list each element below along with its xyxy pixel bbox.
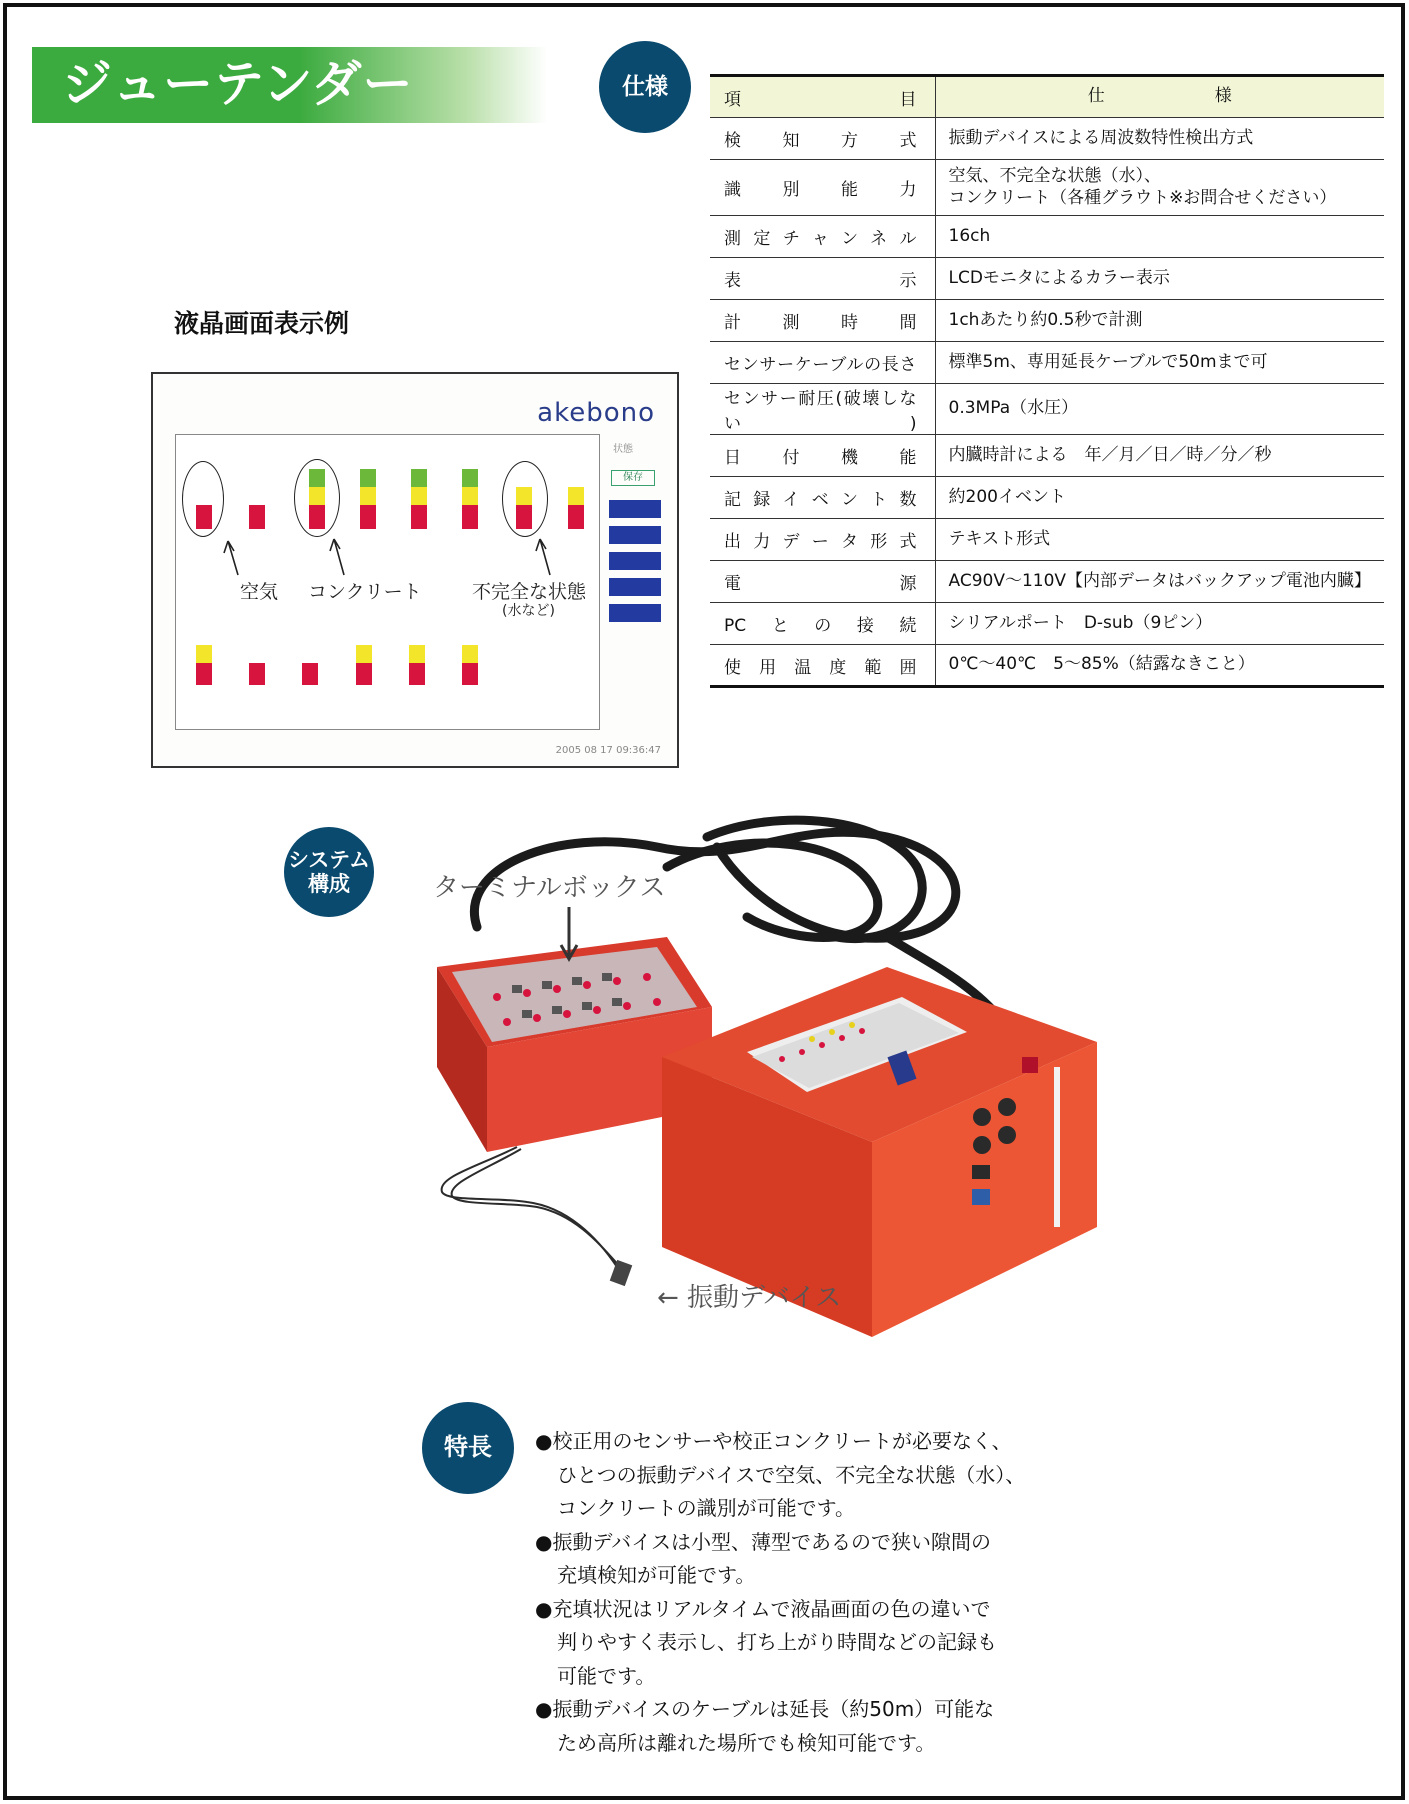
akebono-logo: akebono: [537, 398, 655, 428]
spec-item: 日付機能: [710, 435, 935, 477]
spec-item: 検知方式: [710, 118, 935, 160]
lcd-side-button: [609, 604, 661, 622]
spec-value: 0℃～40℃ 5～85%（結露なきこと）: [948, 654, 1255, 675]
feature-line: ●校正用のセンサーや校正コンクリートが必要なく、: [535, 1429, 1012, 1453]
system-badge-line: 構成: [308, 872, 350, 896]
spec-row: [710, 118, 1384, 160]
spec-row: [710, 342, 1384, 384]
spec-value: 標準5m、専用延長ケーブルで50mまで可: [948, 351, 1268, 372]
title-banner: [32, 47, 547, 123]
spec-value: 16ch: [948, 225, 991, 246]
feature-line: ●振動デバイスは小型、薄型であるので狭い隙間の: [535, 1529, 992, 1554]
spec-value: LCDモニタによるカラー表示: [948, 267, 1170, 288]
spec-item: 出力データ形式: [710, 519, 935, 561]
spec-value: 振動デバイスによる周波数特性検出方式: [948, 127, 1254, 148]
spec-row: [710, 300, 1384, 342]
spec-header-item: 項目: [710, 76, 935, 118]
spec-row: [710, 384, 1384, 435]
label-incomplete: 不完全な状態: [472, 581, 587, 603]
lcd-save-button: 保存: [611, 470, 655, 486]
feature-line: 判りやすく表示し、打ち上がり時間などの記録も: [557, 1630, 997, 1654]
channel-bar: [356, 645, 372, 685]
lcd-side-button: [609, 578, 661, 596]
spec-item: 測定チャンネル: [710, 216, 935, 258]
spec-item: センサーケーブルの長さ: [710, 342, 935, 384]
feature-line: ●充填状況はリアルタイムで液晶画面の色の違いで: [535, 1596, 991, 1621]
spec-row: [710, 645, 1384, 687]
spec-row: [710, 216, 1384, 258]
spec-row: [710, 160, 1384, 216]
label-incomplete-sub: (水など): [502, 603, 555, 619]
spec-value-line: コンクリート（各種グラウト※お問合せください）: [948, 187, 1337, 208]
lcd-side-label: 状態: [613, 444, 633, 455]
label-terminal-box: ターミナルボックス: [433, 873, 666, 903]
channel-bar: [196, 645, 212, 685]
feature-line: 可能です。: [557, 1663, 656, 1688]
feature-item: [535, 1693, 1095, 1760]
features-list: [535, 1425, 1095, 1760]
feature-line: ため高所は離れた場所でも検知可能です。: [557, 1730, 936, 1755]
spec-row: [710, 435, 1384, 477]
feature-line: 充填検知が可能です。: [557, 1563, 756, 1587]
spec-value: テキスト形式: [948, 528, 1051, 549]
lcd-side-button: [609, 552, 661, 570]
channel-bar: [409, 645, 425, 685]
lcd-timestamp: 2005 08 17 09:36:47: [555, 745, 661, 756]
page-title: ジューテンダー: [62, 55, 414, 113]
spec-row: [710, 603, 1384, 645]
feature-item: [535, 1526, 1095, 1593]
spec-item: 使用温度範囲: [710, 645, 935, 687]
spec-row: [710, 561, 1384, 603]
lcd-caption: 液晶画面表示例: [174, 309, 350, 338]
feature-item: [535, 1593, 1095, 1694]
spec-row: [710, 519, 1384, 561]
spec-value: 約200イベント: [948, 486, 1066, 507]
page-frame: [3, 3, 1405, 1800]
spec-item: 計測時間: [710, 300, 935, 342]
features-badge: 特長: [422, 1402, 514, 1494]
spec-value-line: 空気、不完全な状態（水）、: [948, 166, 1161, 187]
spec-item: 識別能力: [710, 160, 935, 216]
lcd-display-area: [175, 434, 600, 730]
feature-line: コンクリートの識別が可能です。: [557, 1496, 855, 1520]
spec-value: 0.3MPa（水圧）: [948, 398, 1079, 419]
spec-header-value: 仕様: [1087, 86, 1342, 107]
spec-item: センサー耐圧(破壊しない): [710, 384, 935, 435]
spec-value: 内臓時計による 年／月／日／時／分／秒: [948, 444, 1272, 465]
spec-item: 記録イベント数: [710, 477, 935, 519]
lcd-screen-illustration: [151, 372, 679, 768]
label-vibration-device: ← 振動デバイス: [657, 1283, 842, 1313]
spec-badge: 仕様: [599, 41, 691, 133]
system-badge-line: システム: [288, 847, 370, 872]
spec-item: 表示: [710, 258, 935, 300]
system-badge: [284, 827, 374, 917]
channel-bar: [249, 663, 265, 685]
lcd-side-button: [609, 500, 661, 518]
feature-item: [535, 1425, 1095, 1526]
channel-bar: [302, 663, 318, 685]
feature-line: ひとつの振動デバイスで空気、不完全な状態（水）、: [557, 1462, 1026, 1487]
label-air: 空気: [240, 581, 279, 603]
spec-item: PCとの接続: [710, 603, 935, 645]
spec-table-header: [710, 76, 1384, 118]
lcd-side-button: [609, 526, 661, 544]
spec-value: 1chあたり約0.5秒で計測: [948, 309, 1143, 330]
spec-value: AC90V～110V【内部データはバックアップ電池内臓】: [948, 570, 1371, 591]
spec-row: [710, 258, 1384, 300]
spec-value: [935, 160, 1384, 216]
system-photo: [417, 807, 1117, 1352]
channel-bar: [462, 645, 478, 685]
feature-line: ●振動デバイスのケーブルは延長（約50m）可能な: [535, 1697, 995, 1721]
label-concrete: コンクリート: [308, 581, 422, 603]
spec-table: [710, 74, 1384, 688]
spec-value: シリアルポート D-sub（9ピン）: [948, 612, 1213, 633]
spec-item: 電源: [710, 561, 935, 603]
spec-row: [710, 477, 1384, 519]
